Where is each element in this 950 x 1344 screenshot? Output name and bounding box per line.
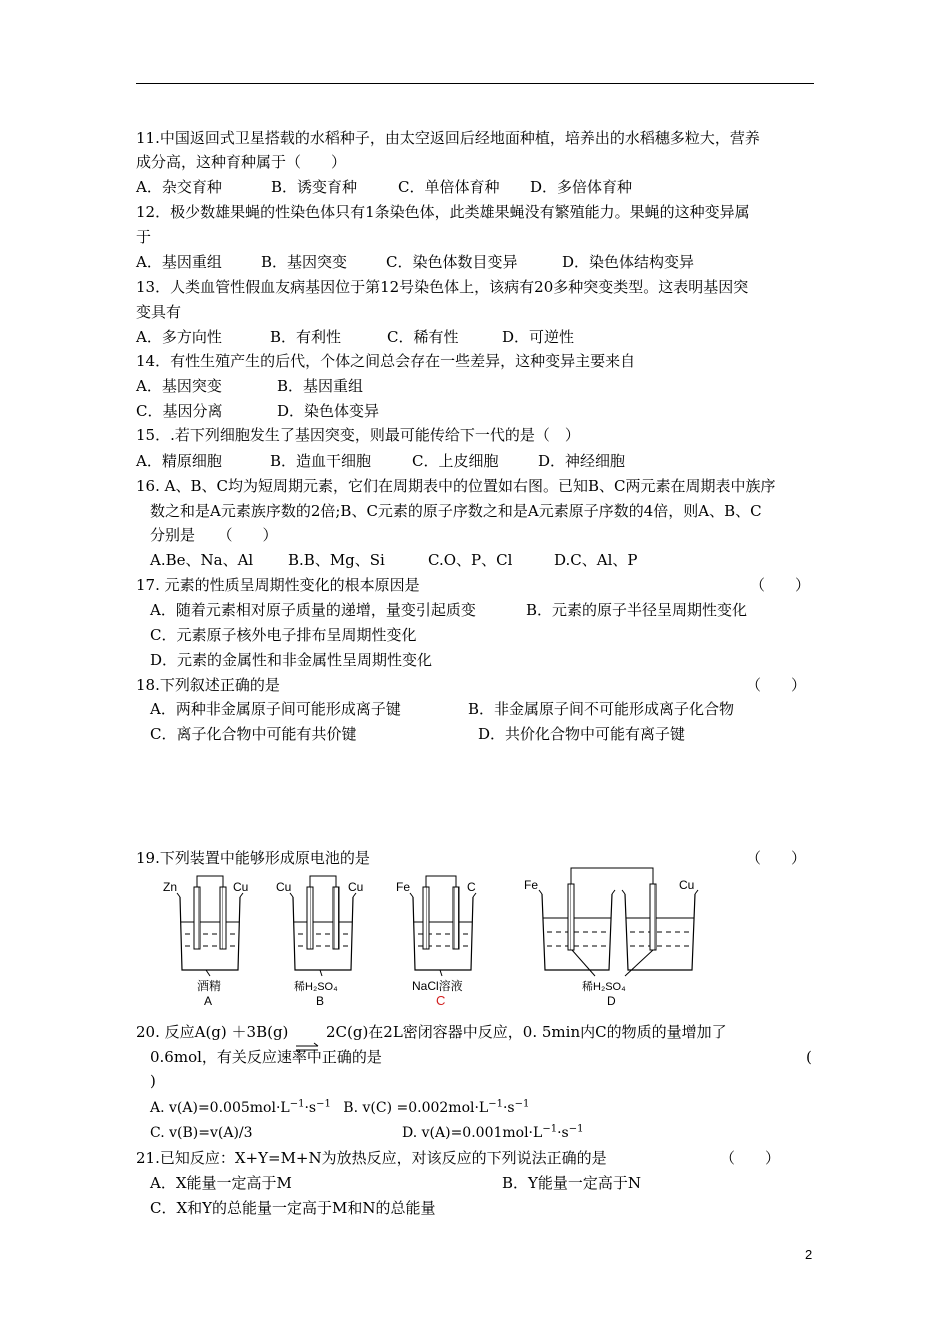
q17-answer-paren: （ ） xyxy=(750,576,811,594)
q20-option-c: C. v(B)=v(A)/3 xyxy=(150,1125,253,1141)
q13-option-d: D．可逆性 xyxy=(502,328,575,346)
q11-line1: 11.中国返回式卫星搭载的水稻种子，由太空返回后经地面种植，培养出的水稻穗多粒大，营养 xyxy=(136,129,760,147)
q14-option-a: A．基因突变 xyxy=(136,377,222,395)
q13-line1: 13．人类血管性假血友病基因位于第12号染色体上，该病有20多种突变类型。这表明基因突 xyxy=(136,278,749,296)
q11-option-b: B．诱变育种 xyxy=(271,178,358,196)
q17-option-c: C．元素原子核外电子排布呈周期性变化 xyxy=(150,626,417,644)
q17-line1: 17. 元素的性质呈周期性变化的根本原因是 xyxy=(136,576,420,594)
page-number: 2 xyxy=(805,1247,813,1262)
q14-line1: 14．有性生殖产生的后代，个体之间总会存在一些差异，这种变异主要来自 xyxy=(136,352,636,370)
cell-b-solution: 稀H₂SO₄ xyxy=(294,981,338,993)
q15-line1: 15．.若下列细胞发生了基因突变，则最可能传给下一代的是（ ） xyxy=(136,426,580,444)
q12-option-d: D．染色体结构变异 xyxy=(562,253,695,271)
q17-option-b: B．元素的原子半径呈周期性变化 xyxy=(526,601,748,619)
q20-options-row1 xyxy=(150,1098,529,1118)
q12-option-b: B．基因突变 xyxy=(261,253,348,271)
cell-b-left-electrode: Cu xyxy=(276,880,292,894)
cell-c-left-electrode: Fe xyxy=(396,880,411,894)
q12-option-c: C．染色体数目变异 xyxy=(386,253,518,271)
q20-reaction-left: 20. 反应A(g) ＋3B(g) xyxy=(136,1023,289,1041)
q13-line2: 变具有 xyxy=(136,303,182,321)
q20-reaction-right: 2C(g)在2L密闭容器中反应，0. 5min内C的物质的量增加了 xyxy=(325,1023,727,1041)
q19-answer-paren: （ ） xyxy=(746,849,807,867)
header-rule xyxy=(136,83,814,84)
q18-option-a: A．两种非金属原子间可能形成离子键 xyxy=(150,700,401,718)
q15-option-d: D．神经细胞 xyxy=(538,452,626,470)
q12-line2: 于 xyxy=(136,228,152,246)
q12-line1: 12．极少数雄果蝇的性染色体只有1条染色体，此类雄果蝇没有繁殖能力。果蝇的这种变异属 xyxy=(136,203,750,221)
q15-option-b: B．造血干细胞 xyxy=(270,452,372,470)
q20-option-a: A. $v(A)=0.005mol\cdot L^{-1}\cdot s^{-1}$ xyxy=(150,1098,331,1116)
cell-c-letter: C xyxy=(436,993,446,1008)
q16-line3: 分别是 （ ） xyxy=(150,526,278,544)
q21-answer-paren: （ ） xyxy=(720,1149,781,1167)
q16-option-a: A.Be、Na、Al xyxy=(150,551,254,569)
cell-a xyxy=(163,876,248,1008)
q11-option-c: C．单倍体育种 xyxy=(398,178,500,196)
q20-option-d: D. $v(A)=0.001mol\cdot L^{-1}\cdot s^{-1}$ xyxy=(402,1123,584,1141)
q13-option-c: C．稀有性 xyxy=(387,328,459,346)
cell-d-solution: 稀H₂SO₄ xyxy=(582,981,626,993)
q15-option-c: C．上皮细胞 xyxy=(412,452,499,470)
cell-d-left-electrode: Fe xyxy=(524,878,539,892)
cell-a-letter: A xyxy=(204,994,213,1008)
cell-d-right-electrode: Cu xyxy=(679,878,695,892)
cell-b xyxy=(276,876,363,1008)
q20-paren-close: ) xyxy=(150,1072,156,1090)
q16-option-d: D.C、Al、P xyxy=(554,551,638,569)
q20-line1 xyxy=(136,1022,727,1042)
q11-line2: 成分高，这种育种属于（ ） xyxy=(136,153,347,171)
q17-option-a: A．随着元素相对原子质量的递增，量变引起质变 xyxy=(150,601,476,619)
q14-option-b: B．基因重组 xyxy=(277,377,364,395)
cell-a-right-electrode: Cu xyxy=(233,880,249,894)
q20-option-b: B. $v(C) =0.002mol\cdot L^{-1}\cdot s^{-1}$ xyxy=(343,1098,530,1116)
galvanic-cell-diagram xyxy=(150,862,730,1012)
q13-option-a: A．多方向性 xyxy=(136,328,222,346)
q14-option-d: D．染色体变异 xyxy=(277,402,380,420)
q21-option-b: B．Y能量一定高于N xyxy=(502,1174,642,1192)
cell-c-right-electrode: C xyxy=(467,880,476,894)
q21-option-a: A．X能量一定高于M xyxy=(150,1174,292,1192)
q11-option-d: D．多倍体育种 xyxy=(530,178,633,196)
q15-option-a: A．精原细胞 xyxy=(136,452,222,470)
cell-c-solution: NaCl溶液 xyxy=(412,979,463,993)
q14-option-c: C．基因分离 xyxy=(136,402,223,420)
q21-option-c: C．X和Y的总能量一定高于M和N的总能量 xyxy=(150,1199,436,1217)
cell-b-right-electrode: Cu xyxy=(348,880,364,894)
q18-answer-paren: （ ） xyxy=(746,676,807,694)
q18-option-d: D．共价化合物中可能有离子键 xyxy=(478,725,686,743)
q12-option-a: A．基因重组 xyxy=(136,253,222,271)
cell-c xyxy=(396,876,476,1008)
q17-option-d: D．元素的金属性和非金属性呈周期性变化 xyxy=(150,651,433,669)
cell-a-solution: 酒精 xyxy=(197,979,222,993)
q16-option-c: C.O、P、Cl xyxy=(428,551,513,569)
q21-line1: 21.已知反应：X+Y=M+N为放热反应，对该反应的下列说法正确的是 xyxy=(136,1149,607,1167)
q18-option-c: C．离子化合物中可能有共价键 xyxy=(150,725,357,743)
cell-b-letter: B xyxy=(316,994,325,1008)
q16-line1: 16. A、B、C均为短周期元素，它们在周期表中的位置如右图。已知B、C两元素在周期表中族序 xyxy=(136,477,776,495)
q20-line2: 0.6mol，有关反应速率中正确的是 xyxy=(150,1048,382,1066)
q18-line1: 18.下列叙述正确的是 xyxy=(136,676,280,694)
cell-d xyxy=(524,868,698,1008)
cell-d-letter: D xyxy=(607,994,616,1008)
q19-line1: 19.下列装置中能够形成原电池的是 xyxy=(136,849,370,867)
q18-option-b: B．非金属原子间不可能形成离子化合物 xyxy=(468,700,735,718)
q16-option-b: B.B、Mg、Si xyxy=(288,551,385,569)
q11-option-a: A．杂交育种 xyxy=(136,178,222,196)
q16-line2: 数之和是A元素族序数的2倍;B、C元素的原子序数之和是A元素原子序数的4倍，则A、B、C xyxy=(150,502,762,520)
cell-a-left-electrode: Zn xyxy=(163,880,178,894)
q20-paren-open: ( xyxy=(806,1048,812,1066)
q13-option-b: B．有利性 xyxy=(270,328,342,346)
